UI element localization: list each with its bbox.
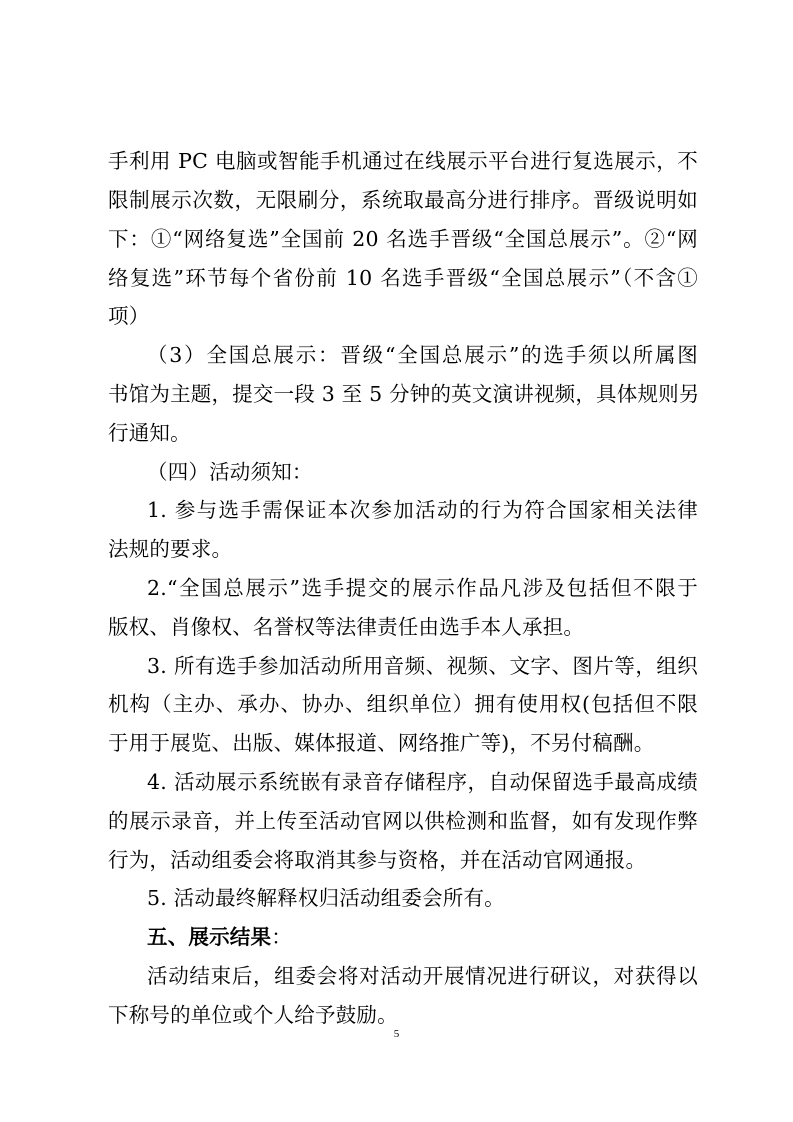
body-line: 活动结束后，组委会将对活动开展情况进行研议，对获得以 [147,964,698,988]
list-item-line: 的展示录音，并上传至活动官网以供检测和监督，如有发现作弊 [108,809,698,833]
section-heading-colon: ： [271,925,292,949]
list-item-line: 版权、肖像权、名誉权等法律责任由选手本人承担。 [108,615,585,639]
body-line: 下：①“网络复选”全国前 20 名选手晋级“全国总展示”。②“网 [108,227,698,251]
list-item-line: 机构（主办、承办、协办、组织单位）拥有使用权(包括但不限 [108,692,698,716]
body-line: 限制展示次数，无限刷分，系统取最高分进行排序。晋级说明如 [108,188,698,212]
body-line: 下称号的单位或个人给予鼓励。 [108,1003,398,1027]
list-item-line: 4. 活动展示系统嵌有录音存储程序，自动保留选手最高成绩 [147,770,698,794]
body-line: 行通知。 [108,421,191,445]
body-line: （3）全国总展示：晋级“全国总展示”的选手须以所属图 [147,343,698,367]
body-line: 手利用 PC 电脑或智能手机通过在线展示平台进行复选展示，不 [108,149,698,173]
list-item-line: 5. 活动最终解释权归活动组委会所有。 [147,886,505,910]
section-heading [147,924,698,950]
list-item-line: 3. 所有选手参加活动所用音频、视频、文字、图片等，组织 [147,654,698,678]
body-line: 项） [108,304,150,328]
list-item-line: 2.“全国总展示”选手提交的展示作品凡涉及包括但不限于 [147,576,698,600]
list-item-line: 1. 参与选手需保证本次参加活动的行为符合国家相关法律 [147,498,698,522]
list-item-line: 于用于展览、出版、媒体报道、网络推广等)，不另付稿酬。 [108,731,655,755]
body-line: 络复选”环节每个省份前 10 名选手晋级“全国总展示”（不含① [108,266,698,290]
list-item-line: 法规的要求。 [108,537,233,561]
body-line: 书馆为主题，提交一段 3 至 5 分钟的英文演讲视频，具体规则另 [108,382,700,406]
list-item-line: 行为，活动组委会将取消其参与资格，并在活动官网通报。 [108,848,647,872]
section-heading-text: 五、展示结果 [147,925,272,949]
page-number: 5 [393,1028,400,1040]
section-subheading: （四）活动须知： [147,460,313,484]
